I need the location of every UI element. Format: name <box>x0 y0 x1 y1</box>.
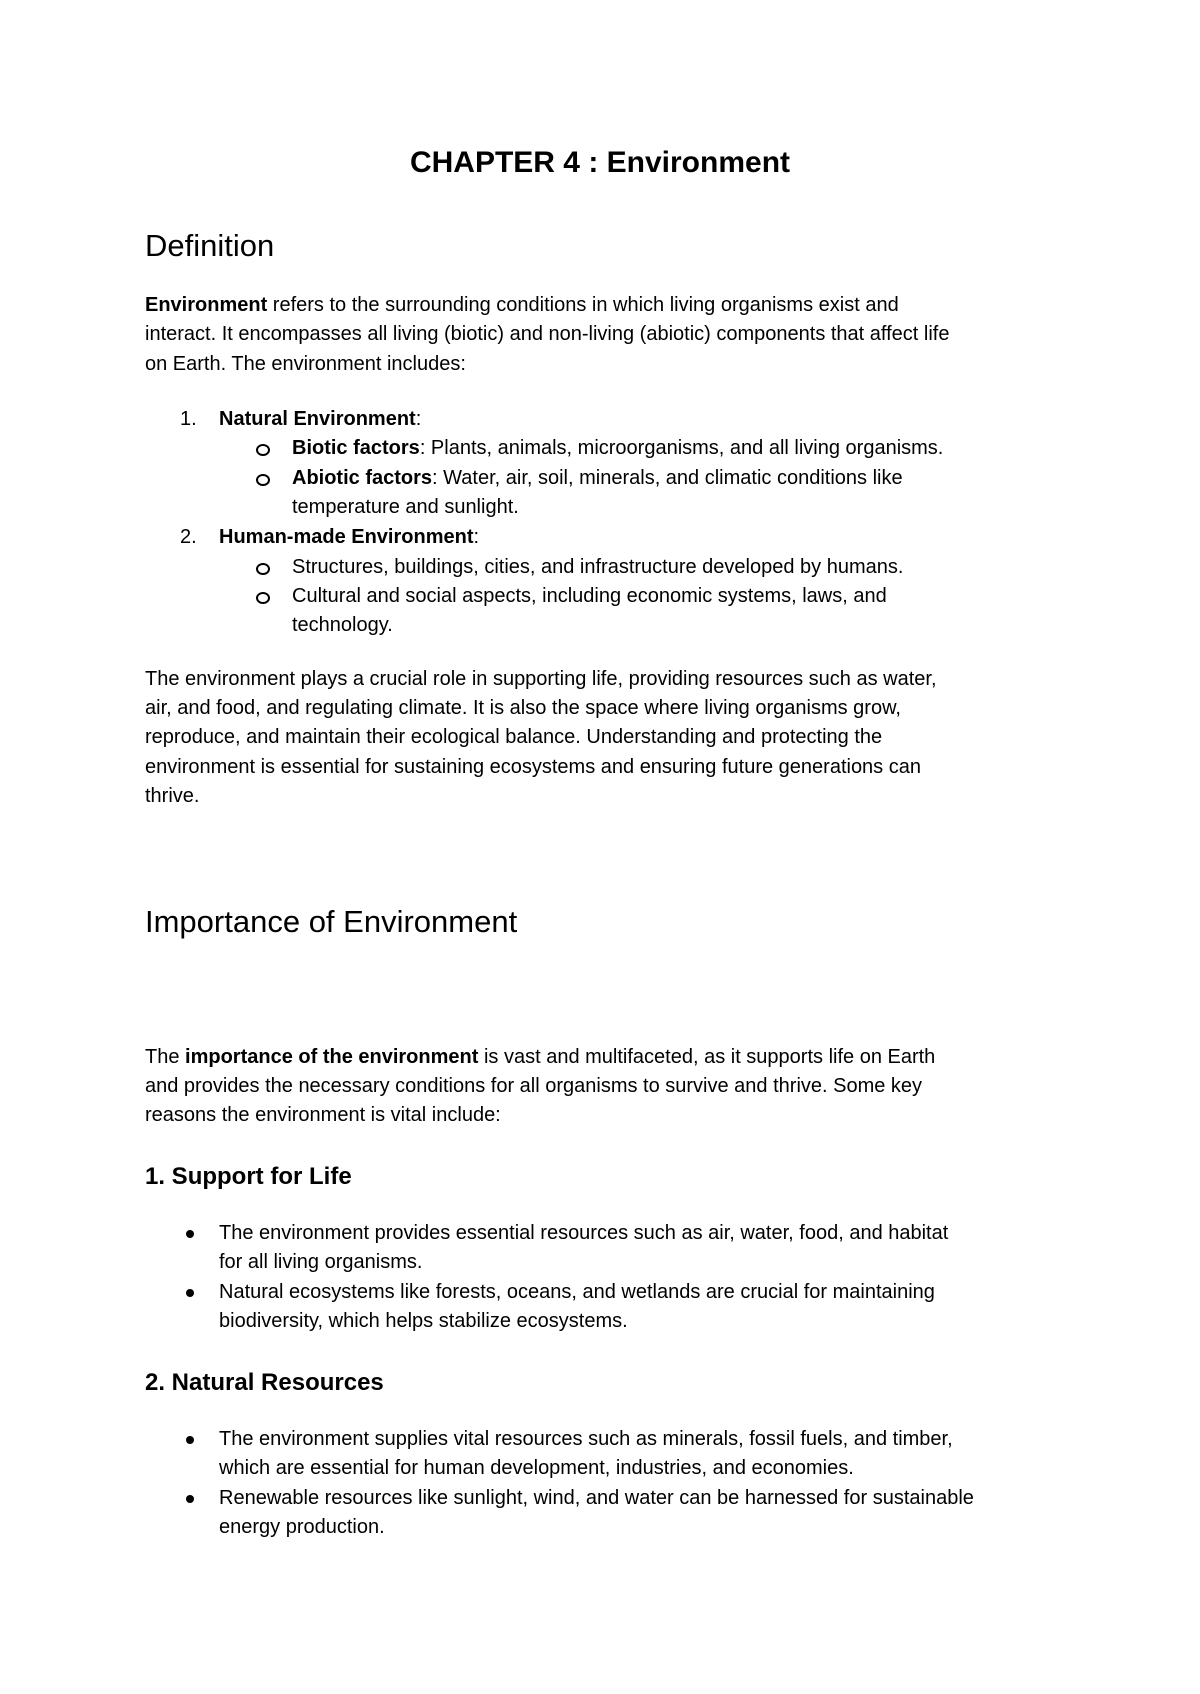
bullet-item: Natural ecosystems like forests, oceans, and wetlands are crucial for maintaining <box>219 1281 935 1303</box>
definition-closing-line4: environment is essential for sustaining ecosystems and ensuring future generations can <box>145 756 921 778</box>
importance-heading: Importance of Environment <box>145 904 518 939</box>
list-item-natural-environment: Natural Environment: <box>219 408 422 430</box>
importance-intro-line2: and provides the necessary conditions for all organisms to survive and thrive. Some key <box>145 1075 923 1097</box>
list-number: 1. <box>180 408 197 430</box>
definition-intro-line1: Environment refers to the surrounding conditions in which living organisms exist and <box>145 294 899 316</box>
sub-item-structures: Structures, buildings, cities, and infrastructure developed by humans. <box>292 556 904 578</box>
importance-intro-line3: reasons the environment is vital include: <box>145 1104 501 1126</box>
page-title: CHAPTER 4 : Environment <box>409 146 791 179</box>
bullet-item: Renewable resources like sunlight, wind, and water can be harnessed for sustainable <box>219 1487 974 1509</box>
list-item-human-made-environment: Human-made Environment: <box>219 526 480 548</box>
definition-closing-line1: The environment plays a crucial role in supporting life, providing resources such as water, <box>145 668 937 690</box>
bullet-item-cont: biodiversity, which helps stabilize ecosystems. <box>219 1310 628 1332</box>
definition-closing-line5: thrive. <box>145 785 200 807</box>
bullet-dot-icon <box>186 1495 194 1503</box>
definition-closing-line3: reproduce, and maintain their ecological balance. Understanding and protecting the <box>145 726 883 748</box>
circle-bullet-icon <box>256 592 270 604</box>
list-number: 2. <box>180 526 197 548</box>
circle-bullet-icon <box>256 444 270 456</box>
definition-heading: Definition <box>145 228 275 263</box>
definition-intro-bold: Environment <box>145 294 268 316</box>
bullet-item-cont: which are essential for human development, industries, and economies. <box>219 1457 854 1479</box>
bullet-item-cont: for all living organisms. <box>219 1251 423 1273</box>
sub-item-abiotic: Abiotic factors: Water, air, soil, minerals, and climatic conditions like <box>292 467 903 489</box>
definition-closing-line2: air, and food, and regulating climate. It is also the space where living organisms grow, <box>145 697 901 719</box>
section-heading-natural-resources: 2. Natural Resources <box>145 1369 384 1396</box>
sub-item-cultural-cont: technology. <box>292 614 393 636</box>
bullet-item-cont: energy production. <box>219 1516 385 1538</box>
bullet-dot-icon <box>186 1436 194 1444</box>
section-heading-support-for-life: 1. Support for Life <box>145 1163 352 1190</box>
circle-bullet-icon <box>256 563 270 575</box>
importance-intro-line1: The importance of the environment is vast and multifaceted, as it supports life on Earth <box>145 1046 936 1068</box>
sub-item-cultural: Cultural and social aspects, including economic systems, laws, and <box>292 585 887 607</box>
sub-item-biotic: Biotic factors: Plants, animals, microorganisms, and all living organisms. <box>292 437 944 459</box>
sub-item-abiotic-cont: temperature and sunlight. <box>292 496 519 518</box>
definition-intro-line2: interact. It encompasses all living (biotic) and non-living (abiotic) components that affect life <box>145 323 950 345</box>
bullet-dot-icon <box>186 1230 194 1238</box>
circle-bullet-icon <box>256 474 270 486</box>
definition-intro-line3: on Earth. The environment includes: <box>145 353 466 375</box>
bullet-dot-icon <box>186 1289 194 1297</box>
importance-intro-bold: importance of the environment <box>185 1046 479 1068</box>
bullet-item: The environment provides essential resources such as air, water, food, and habitat <box>219 1222 949 1244</box>
bullet-item: The environment supplies vital resources such as minerals, fossil fuels, and timber, <box>219 1428 953 1450</box>
